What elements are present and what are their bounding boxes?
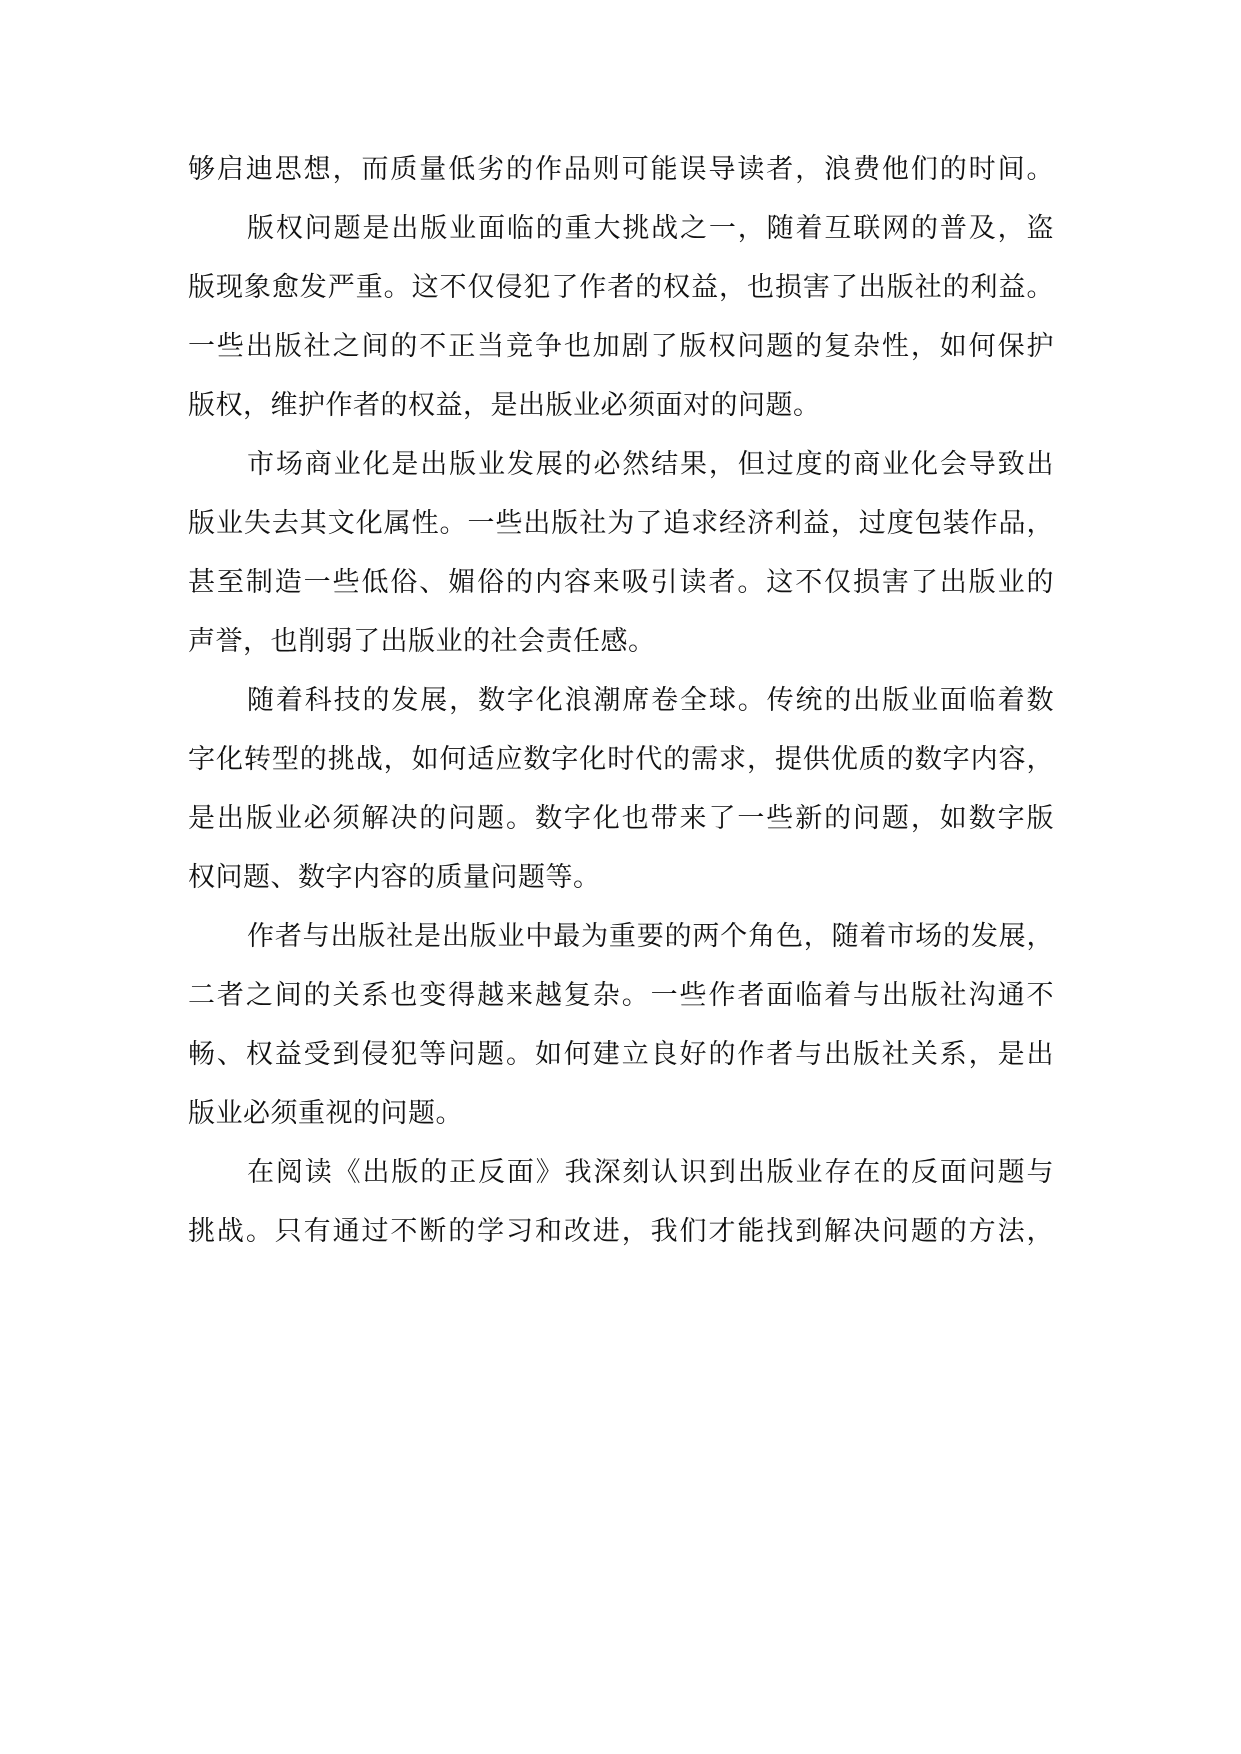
- text-line: 在阅读《出版的正反面》我深刻认识到出版业存在的反面问题与: [247, 1157, 1054, 1188]
- text-line: 市场商业化是出版业发展的必然结果，但过度的商业化会导致出: [247, 449, 1054, 480]
- paragraph-copyright: [188, 199, 1054, 435]
- text-line: 畅、权益受到侵犯等问题。如何建立良好的作者与出版社关系，是出: [188, 1039, 1054, 1070]
- text-line: 版权，维护作者的权益，是出版业必须面对的问题。: [188, 390, 821, 421]
- text-line: 二者之间的关系也变得越来越复杂。一些作者面临着与出版社沟通不: [188, 980, 1054, 1011]
- paragraph-author-publisher: [188, 907, 1054, 1143]
- paragraph-digitalization: [188, 671, 1054, 907]
- text-line: 版业失去其文化属性。一些出版社为了追求经济利益，过度包装作品，: [188, 508, 1054, 539]
- text-line: 作者与出版社是出版业中最为重要的两个角色，随着市场的发展，: [247, 921, 1054, 952]
- text-line: 甚至制造一些低俗、媚俗的内容来吸引读者。这不仅损害了出版业的: [188, 567, 1054, 598]
- text-line: 一些出版社之间的不正当竞争也加剧了版权问题的复杂性，如何保护: [188, 331, 1054, 362]
- text-line: 声誉，也削弱了出版业的社会责任感。: [188, 626, 656, 657]
- text-line: 版业必须重视的问题。: [188, 1098, 463, 1129]
- text-line: 权问题、数字内容的质量问题等。: [188, 862, 601, 893]
- paragraph-continuation: [188, 140, 1054, 199]
- text-line: 字化转型的挑战，如何适应数字化时代的需求，提供优质的数字内容，: [188, 744, 1054, 775]
- paragraph-conclusion: [188, 1143, 1054, 1261]
- text-line: 是出版业必须解决的问题。数字化也带来了一些新的问题，如数字版: [188, 803, 1054, 834]
- text-line: 随着科技的发展，数字化浪潮席卷全球。传统的出版业面临着数: [247, 685, 1054, 716]
- paragraph-commercialization: [188, 435, 1054, 671]
- text-line: 挑战。只有通过不断的学习和改进，我们才能找到解决问题的方法，: [188, 1216, 1054, 1247]
- document-body: [188, 140, 1054, 1261]
- text-line: 够启迪思想，而质量低劣的作品则可能误导读者，浪费他们的时间。: [188, 154, 1054, 185]
- text-line: 版权问题是出版业面临的重大挑战之一，随着互联网的普及，盗: [247, 213, 1054, 244]
- text-line: 版现象愈发严重。这不仅侵犯了作者的权益，也损害了出版社的利益。: [188, 272, 1054, 303]
